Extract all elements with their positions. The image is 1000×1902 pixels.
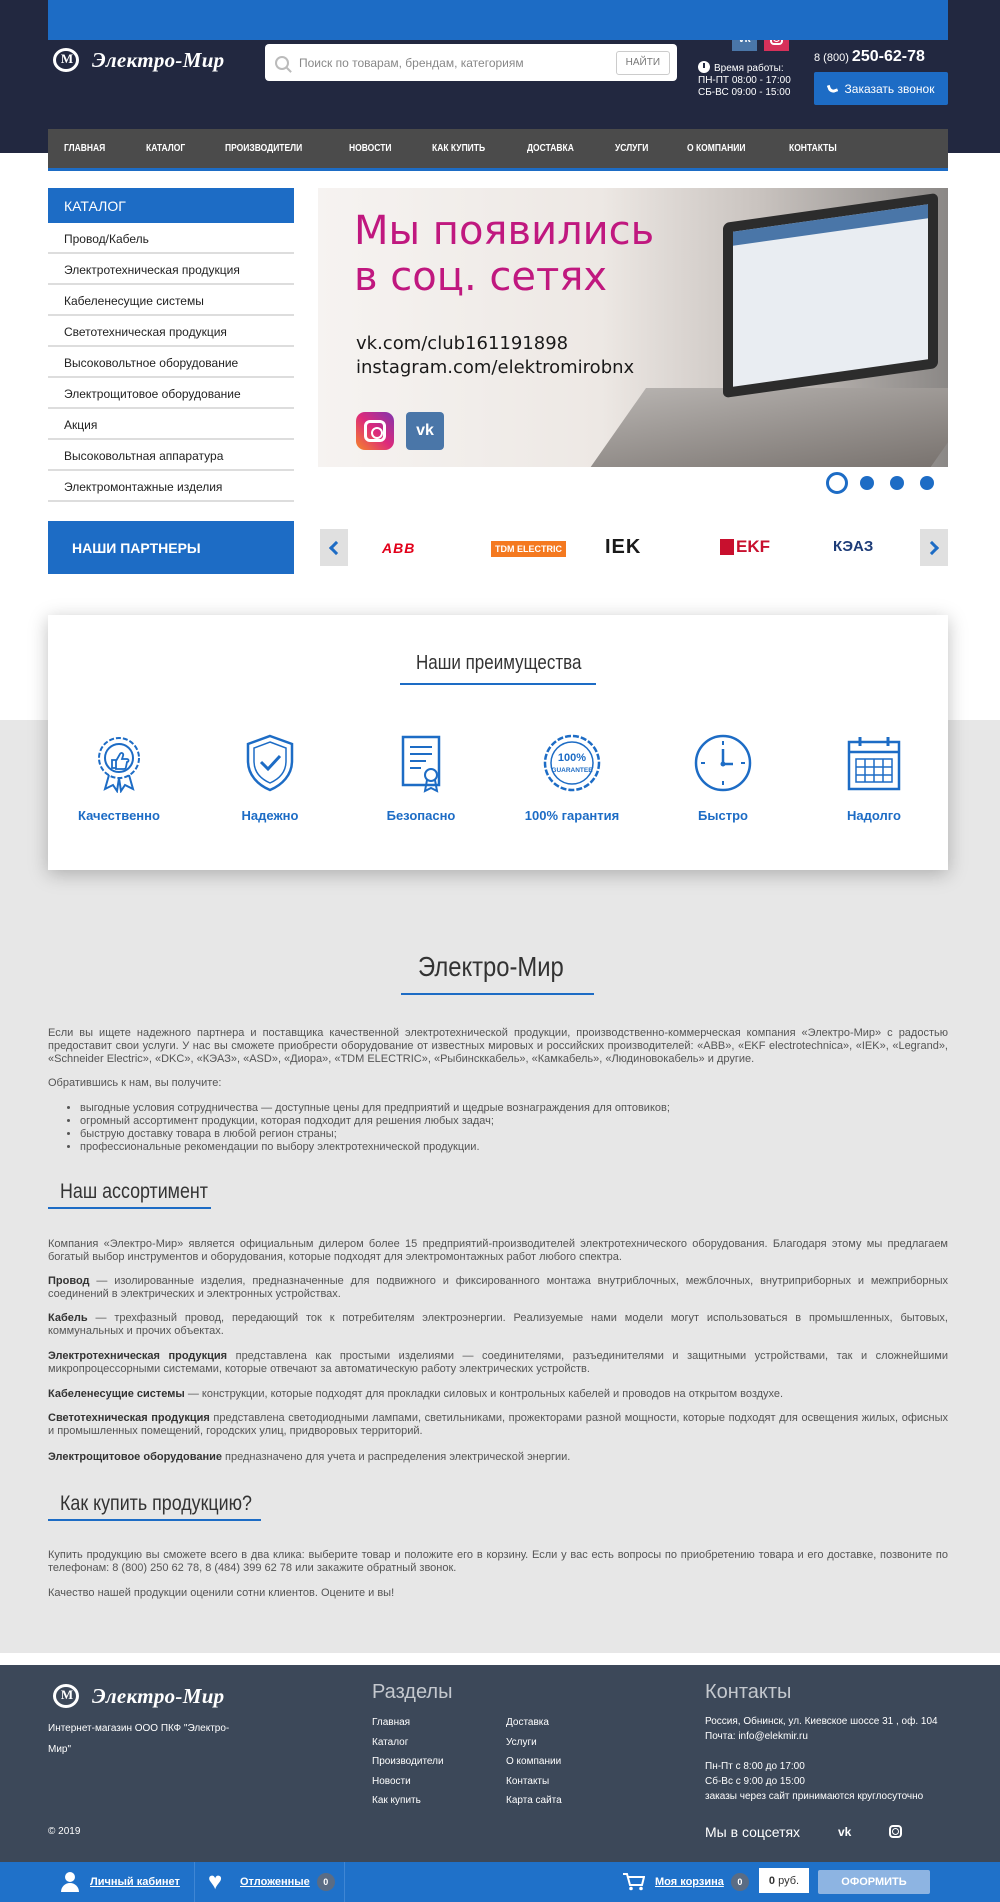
- catalog-item[interactable]: Высоковольтное оборудование: [48, 347, 294, 378]
- brand-logo-ekf-text: EKF: [736, 537, 770, 556]
- advantages-title: Наши преимущества: [416, 652, 582, 674]
- footer-contacts-title: Контакты: [705, 1681, 792, 1703]
- banner-links: [356, 332, 634, 380]
- promo-banner[interactable]: [318, 188, 948, 467]
- banner-headline-line-2: в соц. сетях: [354, 254, 608, 300]
- catalog-item[interactable]: Электрощитовое оборудование: [48, 378, 294, 409]
- search-input[interactable]: [299, 56, 616, 70]
- nav-item-services[interactable]: УСЛУГИ: [615, 143, 649, 154]
- guarantee-seal-icon: [542, 733, 602, 793]
- about-paragraph-1: Если вы ищете надежного партнера и поставщика качественной электротехнической продукции, производственно-коммерческая компания «Электро-Мир» с радостью предоставит свои услуги. У нас вы сможете приобрести оборудование от известных мировых и российских производителей: «ABB», «EKF electrotechnica», «IEK», «Legrand», «Schneider Electric», «DKC», «КЭАЗ», «ASD», «Диора», «TDM ELECTRIC», «Рыбинсккабель», «Камкабель», «Людиновокабель» и другие.: [48, 1027, 948, 1065]
- footer-links-col-1: [372, 1713, 444, 1811]
- account-link[interactable]: [60, 1862, 180, 1902]
- phone-2[interactable]: [814, 48, 925, 66]
- footer-shop-name-line-2: Мир": [48, 1744, 72, 1755]
- about-benefits-list: [80, 1102, 670, 1154]
- divider: [344, 1862, 345, 1902]
- logo-mark-icon: M: [48, 45, 86, 75]
- footer-email[interactable]: Почта: info@elekmir.ru: [705, 1731, 808, 1742]
- shield-check-icon: [240, 733, 300, 793]
- checkout-button[interactable]: ОФОРМИТЬ: [818, 1870, 930, 1894]
- nav-item-manufacturers[interactable]: ПРОИЗВОДИТЕЛИ: [224, 143, 302, 154]
- cart-link-label: Моя корзина: [655, 1876, 724, 1888]
- footer-link[interactable]: О компании: [506, 1756, 562, 1767]
- site-logo[interactable]: [48, 45, 224, 75]
- assortment-term: Электротехническая продукция: [48, 1350, 228, 1362]
- assortment-item: [48, 1451, 948, 1464]
- banner-instagram-link: instagram.com/elektromirobnx: [356, 357, 635, 378]
- footer-instagram-icon[interactable]: [889, 1825, 902, 1841]
- slider-dot[interactable]: [826, 472, 848, 494]
- advantage-long-lasting: [799, 733, 949, 823]
- list-item: • огромный ассортимент продукции, которая подходит для решения любых задач;: [80, 1115, 670, 1128]
- search-bar: [265, 44, 677, 81]
- footer-contacts: [705, 1714, 938, 1804]
- banner-vk-link: vk.com/club161191898: [356, 333, 569, 354]
- main-nav: [48, 129, 948, 171]
- assortment-desc: представлена как простыми изделиями — соединителями, разъединителями и защитными устройствами, так и сложнейшими микропроцессорными системами, которые отвечают за автоматическую работу электрических устройств.: [48, 1350, 948, 1375]
- nav-item-home[interactable]: ГЛАВНАЯ: [64, 143, 106, 154]
- catalog-item[interactable]: Электромонтажные изделия: [48, 471, 294, 502]
- list-item: • быструю доставку товара в любой регион страны;: [80, 1128, 670, 1141]
- bottom-bar-inner: [48, 0, 948, 40]
- assortment-title-underline: [48, 1207, 211, 1209]
- hours-weekdays: ПН-ПТ 08:00 - 17:00: [698, 75, 791, 86]
- footer-link[interactable]: Карта сайта: [506, 1795, 562, 1806]
- assortment-paragraph: Компания «Электро-Мир» является официальным дилером более 15 предприятий-производителей электротехнического оборудования. Благодаря этому мы предлагаем богатый выбор инструментов и оборудования, которые подходят для электромонтажных работ любого спектра.: [48, 1238, 948, 1263]
- footer-shop-name-line-1: Интернет-магазин ООО ПКФ "Электро-: [48, 1723, 230, 1734]
- phone-icon: [826, 83, 838, 95]
- advantage-label: Безопасно: [386, 808, 456, 823]
- assortment-title: Наш ассортимент: [60, 1180, 208, 1203]
- calendar-icon: [844, 733, 904, 793]
- assortment-item: [48, 1412, 948, 1438]
- footer-hours-weekdays: Пн-Пт с 8:00 до 17:00: [705, 1761, 805, 1772]
- footer-link[interactable]: Каталог: [372, 1736, 409, 1748]
- footer-orders-note: заказы через сайт принимаются круглосуточно: [705, 1791, 924, 1802]
- footer-logo-text: Электро-Мир: [92, 1683, 225, 1708]
- banner-instagram-icon: [356, 412, 394, 450]
- list-item: • выгодные условия сотрудничества — доступные цены для предприятий и щедрые вознаграждения для оптовиков;: [80, 1102, 670, 1115]
- advantage-quality: [44, 733, 194, 823]
- cart-sum: [759, 1868, 809, 1893]
- advantage-fast: [648, 733, 798, 823]
- assortment-item: [48, 1312, 948, 1338]
- assortment-desc: предназначено для учета и распределения электрической энергии.: [221, 1451, 571, 1463]
- catalog-list: [48, 223, 294, 502]
- partners-button[interactable]: НАШИ ПАРТНЕРЫ: [48, 521, 294, 574]
- quality-badge-icon: [89, 733, 149, 793]
- catalog-item[interactable]: Светотехническая продукция: [48, 316, 294, 347]
- nav-item-delivery[interactable]: ДОСТАВКА: [527, 143, 574, 154]
- banner-vk-icon: vk: [406, 412, 444, 450]
- advantage-reliable: [195, 733, 345, 823]
- howto-paragraph-2: Качество нашей продукции оценили сотни клиентов. Оцените и вы!: [48, 1587, 395, 1599]
- nav-item-news[interactable]: НОВОСТИ: [348, 143, 392, 154]
- deferred-link-label: Отложенные: [240, 1876, 310, 1888]
- user-icon: [60, 1872, 80, 1892]
- laptop-illustration: [590, 388, 948, 467]
- assortment-desc: — конструкции, которые подходят для прокладки силовых и контрольных кабелей и проводов на открытом воздухе.: [184, 1388, 784, 1400]
- advantage-label: Надежно: [241, 808, 299, 823]
- banner-headline: [354, 208, 654, 300]
- callback-button-label: Заказать звонок: [844, 81, 935, 96]
- logo-mark-icon: M: [48, 1681, 86, 1711]
- catalog-header: КАТАЛОГ: [48, 188, 294, 223]
- assortment-item: [48, 1350, 948, 1376]
- assortment-term: Провод: [48, 1275, 90, 1287]
- assortment-term: Светотехническая продукция: [48, 1412, 210, 1424]
- footer-copyright: © 2019: [48, 1826, 81, 1837]
- clock-icon: [698, 61, 710, 73]
- nav-item-catalog[interactable]: КАТАЛОГ: [145, 143, 185, 154]
- footer-shop-name: [48, 1718, 229, 1760]
- footer-link[interactable]: Услуги: [506, 1736, 537, 1748]
- footer-link[interactable]: Контакты: [506, 1775, 550, 1787]
- advantage-label: 100% гарантия: [524, 808, 620, 823]
- search-button[interactable]: НАЙТИ: [616, 51, 670, 75]
- phone-2-number: 250-62-78: [851, 48, 925, 65]
- brand-logo-tdm[interactable]: TDM ELECTRIC: [491, 541, 566, 557]
- advantage-guarantee: [497, 733, 647, 823]
- logo-text: Электро-Мир: [92, 47, 225, 72]
- catalog-item[interactable]: Провод/Кабель: [48, 223, 294, 254]
- deferred-link[interactable]: [208, 1862, 335, 1902]
- banner-headline-line-1: Мы появились: [354, 208, 655, 254]
- work-hours-label: Время работы:: [714, 63, 784, 74]
- divider: [194, 1862, 195, 1902]
- footer-link[interactable]: Новости: [372, 1775, 411, 1787]
- nav-item-contacts[interactable]: КОНТАКТЫ: [789, 143, 837, 154]
- hours-weekend: СБ-ВС 09:00 - 15:00: [698, 87, 791, 98]
- catalog-item[interactable]: Кабеленесущие системы: [48, 285, 294, 316]
- about-paragraph-2: Обратившись к нам, вы получите:: [48, 1077, 222, 1089]
- assortment-term: Электрощитовое оборудование: [48, 1451, 222, 1463]
- guarantee-seal-text-1: 100%: [557, 752, 587, 764]
- cart-count-badge: 0: [731, 1873, 749, 1891]
- slider-dot[interactable]: [860, 476, 874, 490]
- catalog-item[interactable]: Высоковольтная аппаратура: [48, 440, 294, 471]
- footer-link[interactable]: Производители: [372, 1756, 444, 1767]
- guarantee-seal-text-2: GUARANTEE: [551, 767, 593, 774]
- nav-item-about[interactable]: О КОМПАНИИ: [687, 143, 746, 154]
- slider-dot[interactable]: [920, 476, 934, 490]
- deferred-count-badge: 0: [317, 1873, 335, 1891]
- footer-logo[interactable]: [48, 1681, 224, 1711]
- cart-sum-value: 0: [768, 1874, 776, 1887]
- about-title: Электро-Мир: [418, 951, 564, 982]
- assortment-desc: — трехфазный провод, передающий ток к потребителям электроэнергии. Реализуемые нами модели могут использоваться в промышленных, бытовых, коммунальных и прочих объектах.: [48, 1312, 948, 1337]
- carousel-prev-button[interactable]: [320, 529, 348, 566]
- search-icon: [275, 56, 289, 70]
- cart-link[interactable]: [623, 1862, 749, 1902]
- howto-title: Как купить продукцию?: [60, 1492, 252, 1515]
- carousel-next-button[interactable]: [920, 529, 948, 566]
- footer-social-label: Мы в соцсетях: [705, 1824, 801, 1840]
- brand-logo-abb[interactable]: ABB: [382, 540, 416, 556]
- heart-icon: ♥: [208, 1868, 223, 1895]
- brand-logo-keaz[interactable]: КЭАЗ: [833, 538, 874, 555]
- assortment-item: [48, 1275, 948, 1301]
- howto-title-underline: [48, 1519, 261, 1521]
- work-hours: [698, 61, 791, 99]
- list-item: • профессиональные рекомендации по выбору электротехнической продукции.: [80, 1141, 670, 1154]
- chevron-right-icon: [925, 540, 939, 554]
- footer-link[interactable]: Главная: [372, 1717, 411, 1728]
- advantage-label: Качественно: [78, 808, 160, 823]
- catalog-item[interactable]: Акция: [48, 409, 294, 440]
- assortment-term: Кабель: [48, 1312, 88, 1324]
- brand-logo-ekf[interactable]: [720, 537, 770, 557]
- footer-hours-weekend: Сб-Вс с 9:00 до 15:00: [705, 1776, 805, 1787]
- advantage-label: Надолго: [847, 808, 901, 823]
- assortment-desc: представлена светодиодными лампами, светильниками, прожекторами разной мощности, которые подходят для освещения жилых, офисных и промышленных помещений, городских улиц, придворовых территорий.: [48, 1412, 948, 1437]
- footer-address: Россия, Обнинск, ул. Киевское шоссе 31 , оф. 104: [705, 1716, 938, 1727]
- footer-link[interactable]: Доставка: [506, 1717, 549, 1728]
- phone-2-prefix: 8 (800): [814, 52, 849, 64]
- nav-item-how-to-buy[interactable]: КАК КУПИТЬ: [431, 143, 485, 154]
- cart-currency: руб.: [778, 1874, 800, 1887]
- footer-link[interactable]: Как купить: [372, 1795, 421, 1806]
- assortment-item: [48, 1388, 948, 1401]
- footer-sections-title: Разделы: [372, 1681, 453, 1703]
- catalog-item[interactable]: Электротехническая продукция: [48, 254, 294, 285]
- cart-icon: [623, 1873, 645, 1891]
- advantage-safe: [346, 733, 496, 823]
- certificate-icon: [391, 733, 451, 793]
- advantage-label: Быстро: [698, 808, 748, 823]
- account-link-label: Личный кабинет: [90, 1876, 180, 1888]
- advantages-title-underline: [400, 683, 596, 685]
- brand-logo-iek[interactable]: IEK: [605, 536, 642, 558]
- slider-dot[interactable]: [890, 476, 904, 490]
- howto-paragraph-1: Купить продукцию вы сможете всего в два клика: выберите товар и положите его в корзину. Если у вас есть вопросы по приобретению товара и его доставке, позвоните по телефонам: 8 (800) 250 62 78, 8 (484) 399 62 78 или закажите обратный звонок.: [48, 1549, 948, 1574]
- laptop-screen-illustration: [723, 193, 938, 398]
- chevron-left-icon: [329, 540, 343, 554]
- callback-button[interactable]: [814, 72, 948, 105]
- clock-icon: [693, 733, 753, 793]
- about-title-underline: [401, 993, 594, 995]
- slider-dots: [826, 476, 950, 494]
- assortment-term: Кабеленесущие системы: [48, 1388, 185, 1400]
- assortment-desc: — изолированные изделия, предназначенные для подвижного и фиксированного монтажа внутриблочных, межблочных, внутриприборных и межприборных соединений в электрических и электронных устройствах.: [48, 1275, 948, 1300]
- footer-links-col-2: [506, 1713, 562, 1811]
- footer-vk-icon[interactable]: vk: [838, 1825, 852, 1839]
